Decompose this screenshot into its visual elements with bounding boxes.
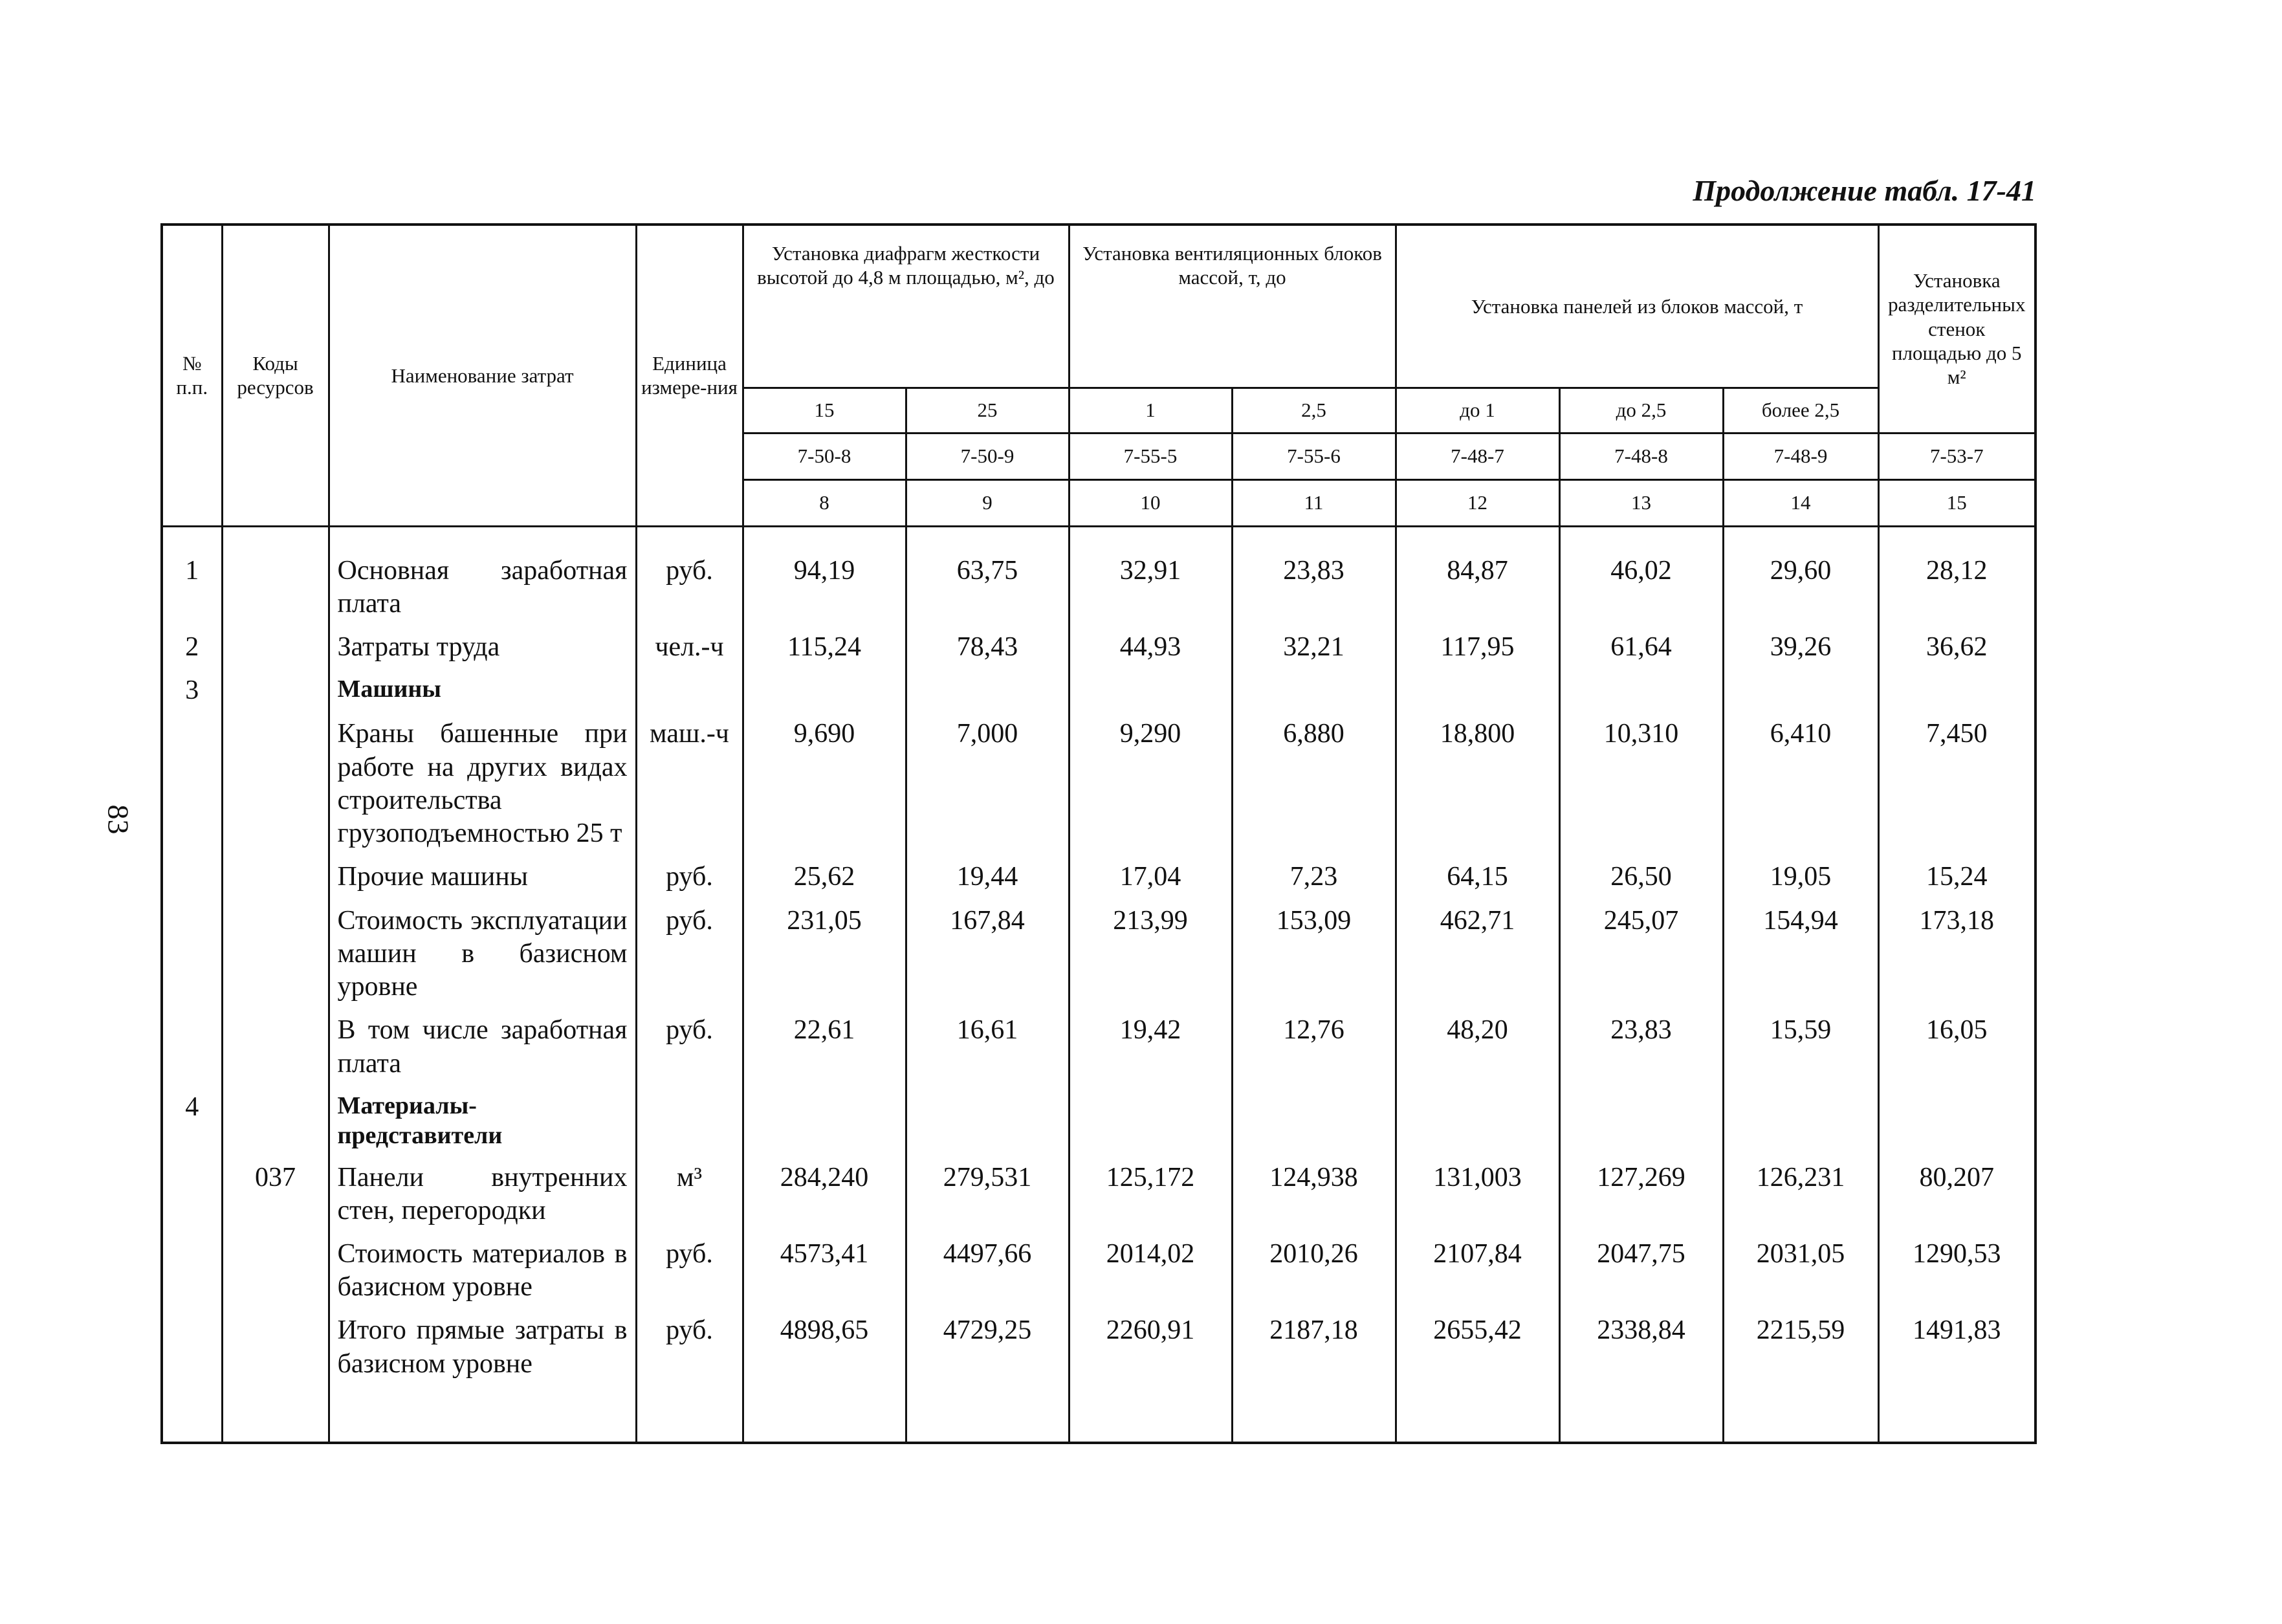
value-cell: 2107,84 — [1396, 1233, 1559, 1309]
value-cell: 63,75 — [906, 549, 1069, 626]
row-number — [162, 1233, 222, 1309]
value-cell: 2187,18 — [1232, 1309, 1396, 1385]
header-group-vent-blocks: Установка вентиляционных блоков массой, т, до — [1069, 225, 1396, 388]
value-cell — [1396, 1086, 1559, 1156]
page-number: 83 — [102, 804, 135, 835]
row-number: 4 — [162, 1086, 222, 1156]
header-param: 25 — [906, 388, 1069, 433]
value-cell: 19,44 — [906, 855, 1069, 899]
header-norm-code: 7-50-9 — [906, 433, 1069, 479]
spacer-cell — [1232, 1386, 1396, 1443]
cost-name: Панели внутренних стен, перегородки — [329, 1156, 636, 1233]
table-row — [162, 549, 2035, 626]
value-cell: 23,83 — [1559, 1009, 1723, 1085]
value-cell: 279,531 — [906, 1156, 1069, 1233]
value-cell: 462,71 — [1396, 899, 1559, 1009]
header-norm-code: 7-53-7 — [1878, 433, 2035, 479]
unit: руб. — [636, 855, 743, 899]
header-param: 2,5 — [1232, 388, 1396, 433]
value-cell: 32,21 — [1232, 626, 1396, 669]
value-cell: 154,94 — [1723, 899, 1878, 1009]
value-cell: 32,91 — [1069, 549, 1232, 626]
value-cell: 9,290 — [1069, 712, 1232, 855]
value-cell: 173,18 — [1878, 899, 2035, 1009]
cost-name: Материалы-представители — [329, 1086, 636, 1156]
value-cell: 46,02 — [1559, 549, 1723, 626]
value-cell — [906, 1086, 1069, 1156]
table-row — [162, 1156, 2035, 1233]
value-cell: 115,24 — [743, 626, 906, 669]
value-cell — [1396, 669, 1559, 712]
row-number — [162, 712, 222, 855]
value-cell: 19,42 — [1069, 1009, 1232, 1085]
value-cell — [743, 1086, 906, 1156]
unit: руб. — [636, 899, 743, 1009]
value-cell: 4898,65 — [743, 1309, 906, 1385]
value-cell: 78,43 — [906, 626, 1069, 669]
unit: руб. — [636, 1233, 743, 1309]
header-column-number: 14 — [1723, 479, 1878, 526]
header-name: Наименование затрат — [329, 225, 636, 526]
value-cell: 7,23 — [1232, 855, 1396, 899]
value-cell: 16,61 — [906, 1009, 1069, 1085]
resource-code — [222, 1086, 329, 1156]
separator-cell — [1396, 526, 1559, 549]
row-number: 3 — [162, 669, 222, 712]
value-cell: 12,76 — [1232, 1009, 1396, 1085]
value-cell: 15,24 — [1878, 855, 2035, 899]
value-cell: 153,09 — [1232, 899, 1396, 1009]
resource-code — [222, 1009, 329, 1085]
value-cell: 48,20 — [1396, 1009, 1559, 1085]
row-number: 1 — [162, 549, 222, 626]
separator-cell — [906, 526, 1069, 549]
header-group-diaphragms: Установка диафрагм жесткости высотой до 4,8 м площадью, м², до — [743, 225, 1069, 388]
row-number — [162, 1309, 222, 1385]
value-cell: 4573,41 — [743, 1233, 906, 1309]
value-cell: 2215,59 — [1723, 1309, 1878, 1385]
value-cell: 16,05 — [1878, 1009, 2035, 1085]
resource-code — [222, 626, 329, 669]
value-cell: 25,62 — [743, 855, 906, 899]
header-norm-code: 7-48-9 — [1723, 433, 1878, 479]
value-cell — [1723, 669, 1878, 712]
value-cell: 131,003 — [1396, 1156, 1559, 1233]
value-cell: 23,83 — [1232, 549, 1396, 626]
header-code: Коды ресурсов — [222, 225, 329, 526]
value-cell: 61,64 — [1559, 626, 1723, 669]
resource-code — [222, 1233, 329, 1309]
spacer-cell — [1723, 1386, 1878, 1443]
header-param: более 2,5 — [1723, 388, 1878, 433]
value-cell: 19,05 — [1723, 855, 1878, 899]
spacer-cell — [162, 1386, 222, 1443]
table-row — [162, 1009, 2035, 1085]
row-number: 2 — [162, 626, 222, 669]
header-norm-code: 7-48-8 — [1559, 433, 1723, 479]
value-cell: 124,938 — [1232, 1156, 1396, 1233]
value-cell — [1559, 669, 1723, 712]
value-cell: 7,000 — [906, 712, 1069, 855]
spacer-cell — [1878, 1386, 2035, 1443]
header-separator — [162, 526, 2035, 549]
separator-cell — [1723, 526, 1878, 549]
separator-cell — [743, 526, 906, 549]
value-cell — [1232, 1086, 1396, 1156]
unit: руб. — [636, 1309, 743, 1385]
row-number — [162, 899, 222, 1009]
value-cell: 4729,25 — [906, 1309, 1069, 1385]
value-cell: 22,61 — [743, 1009, 906, 1085]
value-cell: 2338,84 — [1559, 1309, 1723, 1385]
header-group-partitions: Установка разделительных стенок площадью до 5 м² — [1878, 225, 2035, 433]
spacer-cell — [743, 1386, 906, 1443]
resource-code — [222, 712, 329, 855]
cost-name: В том числе заработная плата — [329, 1009, 636, 1085]
cost-name: Прочие машины — [329, 855, 636, 899]
value-cell — [1069, 1086, 1232, 1156]
resource-code — [222, 669, 329, 712]
spacer-cell — [222, 1386, 329, 1443]
value-cell: 26,50 — [1559, 855, 1723, 899]
table-row — [162, 855, 2035, 899]
header-column-number: 12 — [1396, 479, 1559, 526]
value-cell: 2014,02 — [1069, 1233, 1232, 1309]
value-cell — [743, 669, 906, 712]
resource-code — [222, 899, 329, 1009]
value-cell: 2260,91 — [1069, 1309, 1232, 1385]
unit — [636, 669, 743, 712]
value-cell: 29,60 — [1723, 549, 1878, 626]
spacer-cell — [329, 1386, 636, 1443]
table-row — [162, 626, 2035, 669]
table-row — [162, 669, 2035, 712]
value-cell: 2655,42 — [1396, 1309, 1559, 1385]
header-param: 1 — [1069, 388, 1232, 433]
value-cell — [1723, 1086, 1878, 1156]
value-cell: 44,93 — [1069, 626, 1232, 669]
cost-name: Затраты труда — [329, 626, 636, 669]
separator-cell — [1232, 526, 1396, 549]
value-cell — [1878, 1086, 2035, 1156]
value-cell: 213,99 — [1069, 899, 1232, 1009]
spacer-cell — [636, 1386, 743, 1443]
separator-cell — [222, 526, 329, 549]
value-cell — [906, 669, 1069, 712]
header-param: до 1 — [1396, 388, 1559, 433]
unit — [636, 1086, 743, 1156]
unit: руб. — [636, 549, 743, 626]
value-cell: 18,800 — [1396, 712, 1559, 855]
value-cell: 125,172 — [1069, 1156, 1232, 1233]
unit: руб. — [636, 1009, 743, 1085]
unit: маш.-ч — [636, 712, 743, 855]
row-number — [162, 855, 222, 899]
value-cell: 2031,05 — [1723, 1233, 1878, 1309]
resource-code — [222, 549, 329, 626]
value-cell: 117,95 — [1396, 626, 1559, 669]
header-unit: Единица измере-ния — [636, 225, 743, 526]
table-bottom-spacer — [162, 1386, 2035, 1443]
table-row — [162, 899, 2035, 1009]
header-column-number: 8 — [743, 479, 906, 526]
resource-code — [222, 855, 329, 899]
norms-table — [160, 223, 2037, 1444]
value-cell: 39,26 — [1723, 626, 1878, 669]
value-cell: 6,880 — [1232, 712, 1396, 855]
value-cell: 167,84 — [906, 899, 1069, 1009]
spacer-cell — [906, 1386, 1069, 1443]
value-cell: 7,450 — [1878, 712, 2035, 855]
table-row — [162, 1309, 2035, 1385]
value-cell: 17,04 — [1069, 855, 1232, 899]
header-param: до 2,5 — [1559, 388, 1723, 433]
header-num: № п.п. — [162, 225, 222, 526]
value-cell — [1069, 669, 1232, 712]
value-cell — [1232, 669, 1396, 712]
value-cell: 84,87 — [1396, 549, 1559, 626]
value-cell: 36,62 — [1878, 626, 2035, 669]
value-cell — [1878, 669, 2035, 712]
resource-code — [222, 1309, 329, 1385]
header-norm-code: 7-55-5 — [1069, 433, 1232, 479]
value-cell: 245,07 — [1559, 899, 1723, 1009]
value-cell: 1290,53 — [1878, 1233, 2035, 1309]
value-cell: 231,05 — [743, 899, 906, 1009]
separator-cell — [162, 526, 222, 549]
value-cell: 1491,83 — [1878, 1309, 2035, 1385]
value-cell: 80,207 — [1878, 1156, 2035, 1233]
cost-name: Краны башенные при работе на других видах строительства грузоподъемностью 25 т — [329, 712, 636, 855]
value-cell: 127,269 — [1559, 1156, 1723, 1233]
header-column-number: 11 — [1232, 479, 1396, 526]
separator-cell — [329, 526, 636, 549]
value-cell: 15,59 — [1723, 1009, 1878, 1085]
value-cell: 10,310 — [1559, 712, 1723, 855]
unit: чел.-ч — [636, 626, 743, 669]
separator-cell — [1559, 526, 1723, 549]
header-param: 15 — [743, 388, 906, 433]
header-norm-code: 7-48-7 — [1396, 433, 1559, 479]
value-cell: 2047,75 — [1559, 1233, 1723, 1309]
cost-name: Основная заработная плата — [329, 549, 636, 626]
header-column-number: 9 — [906, 479, 1069, 526]
value-cell: 4497,66 — [906, 1233, 1069, 1309]
header-group-panels: Установка панелей из блоков массой, т — [1396, 225, 1878, 388]
spacer-cell — [1069, 1386, 1232, 1443]
value-cell: 6,410 — [1723, 712, 1878, 855]
value-cell: 64,15 — [1396, 855, 1559, 899]
table-row — [162, 1233, 2035, 1309]
spacer-cell — [1559, 1386, 1723, 1443]
separator-cell — [1878, 526, 2035, 549]
table-caption: Продолжение табл. 17-41 — [1693, 174, 2036, 207]
spacer-cell — [1396, 1386, 1559, 1443]
header-column-number: 15 — [1878, 479, 2035, 526]
header-column-number: 10 — [1069, 479, 1232, 526]
value-cell: 284,240 — [743, 1156, 906, 1233]
row-number — [162, 1009, 222, 1085]
table-row — [162, 712, 2035, 855]
cost-name: Стоимость эксплуатации машин в базисном уровне — [329, 899, 636, 1009]
header-column-number: 13 — [1559, 479, 1723, 526]
separator-cell — [636, 526, 743, 549]
value-cell — [1559, 1086, 1723, 1156]
value-cell: 2010,26 — [1232, 1233, 1396, 1309]
row-number — [162, 1156, 222, 1233]
cost-name: Стоимость материалов в базисном уровне — [329, 1233, 636, 1309]
unit: м³ — [636, 1156, 743, 1233]
resource-code: 037 — [222, 1156, 329, 1233]
header-norm-code: 7-50-8 — [743, 433, 906, 479]
value-cell: 28,12 — [1878, 549, 2035, 626]
table-row — [162, 1086, 2035, 1156]
separator-cell — [1069, 526, 1232, 549]
header-norm-code: 7-55-6 — [1232, 433, 1396, 479]
cost-name: Машины — [329, 669, 636, 712]
value-cell: 9,690 — [743, 712, 906, 855]
value-cell: 94,19 — [743, 549, 906, 626]
cost-name: Итого прямые затраты в базисном уровне — [329, 1309, 636, 1385]
value-cell: 126,231 — [1723, 1156, 1878, 1233]
